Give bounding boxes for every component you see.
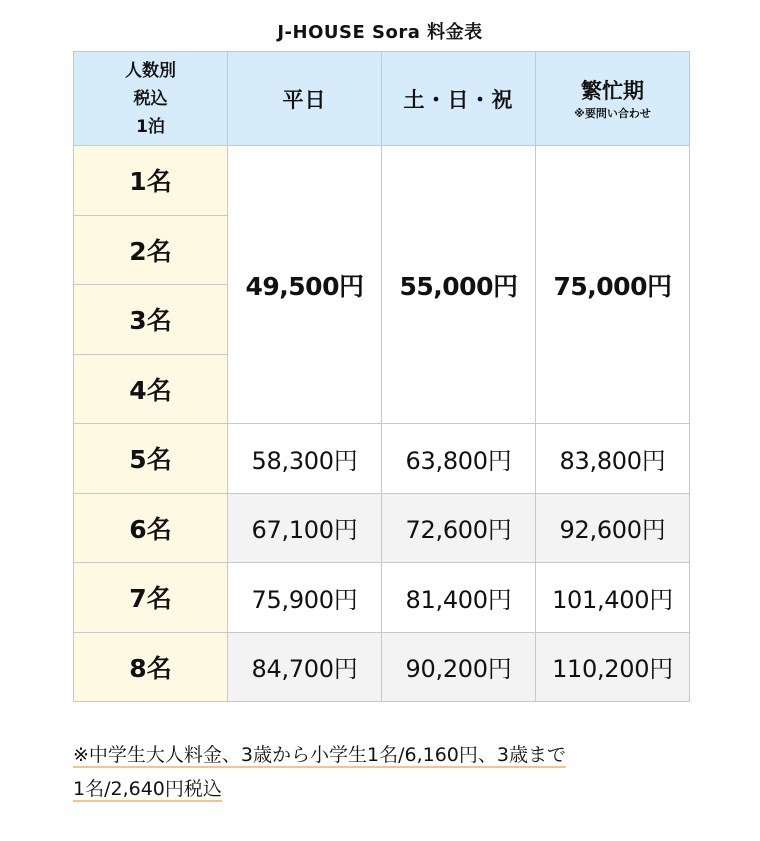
weekday-price-1-4: 49,500円 — [228, 146, 382, 424]
table-row — [74, 563, 690, 633]
weekend-price-cell: 72,600円 — [382, 493, 536, 563]
table-row — [74, 424, 690, 494]
table-row — [74, 632, 690, 702]
weekend-price-1-4: 55,000円 — [382, 146, 536, 424]
weekday-price-cell: 75,900円 — [228, 563, 382, 633]
guest-count-cell: 3名 — [74, 285, 228, 355]
page-title: J-HOUSE Sora 料金表 — [277, 22, 483, 43]
weekend-price-cell: 81,400円 — [382, 563, 536, 633]
weekday-price-cell: 84,700円 — [228, 632, 382, 702]
peak-price-cell: 101,400円 — [536, 563, 690, 633]
peak-price-1-4: 75,000円 — [536, 146, 690, 424]
header-weekday-label: 平日 — [282, 87, 327, 112]
header-peak-label: 繁忙期 — [581, 78, 644, 103]
header-peak-season — [536, 52, 690, 146]
header-weekend-label: 土・日・祝 — [403, 87, 514, 112]
weekday-price-cell: 58,300円 — [228, 424, 382, 494]
weekend-price-cell: 90,200円 — [382, 632, 536, 702]
guest-count-cell: 5名 — [74, 424, 228, 494]
header-peak-note: ※要問い合わせ — [574, 106, 651, 120]
pricing-footnote — [73, 738, 693, 806]
footnote-line-2: 1名/2,640円税込 — [73, 778, 222, 800]
guest-count-cell: 4名 — [74, 354, 228, 424]
table-header-row — [74, 52, 690, 146]
peak-price-cell: 110,200円 — [536, 632, 690, 702]
table-row — [74, 493, 690, 563]
weekday-price-cell: 67,100円 — [228, 493, 382, 563]
guest-count-cell: 7名 — [74, 563, 228, 633]
guest-count-cell: 1名 — [74, 146, 228, 216]
header-tax-label: 税込 — [133, 88, 168, 109]
table-row — [74, 146, 690, 216]
header-guests-label: 人数別 — [125, 60, 176, 81]
guest-count-cell: 2名 — [74, 215, 228, 285]
guest-count-cell: 8名 — [74, 632, 228, 702]
header-weekend-holiday — [382, 52, 536, 146]
header-guests-per-night — [74, 52, 228, 146]
guest-count-cell: 6名 — [74, 493, 228, 563]
header-weekday — [228, 52, 382, 146]
weekend-price-cell: 63,800円 — [382, 424, 536, 494]
header-night-label: 1泊 — [136, 116, 165, 137]
peak-price-cell: 92,600円 — [536, 493, 690, 563]
price-table — [73, 51, 690, 702]
peak-price-cell: 83,800円 — [536, 424, 690, 494]
footnote-line-1: ※中学生大人料金、3歳から小学生1名/6,160円、3歳まで — [73, 744, 566, 766]
